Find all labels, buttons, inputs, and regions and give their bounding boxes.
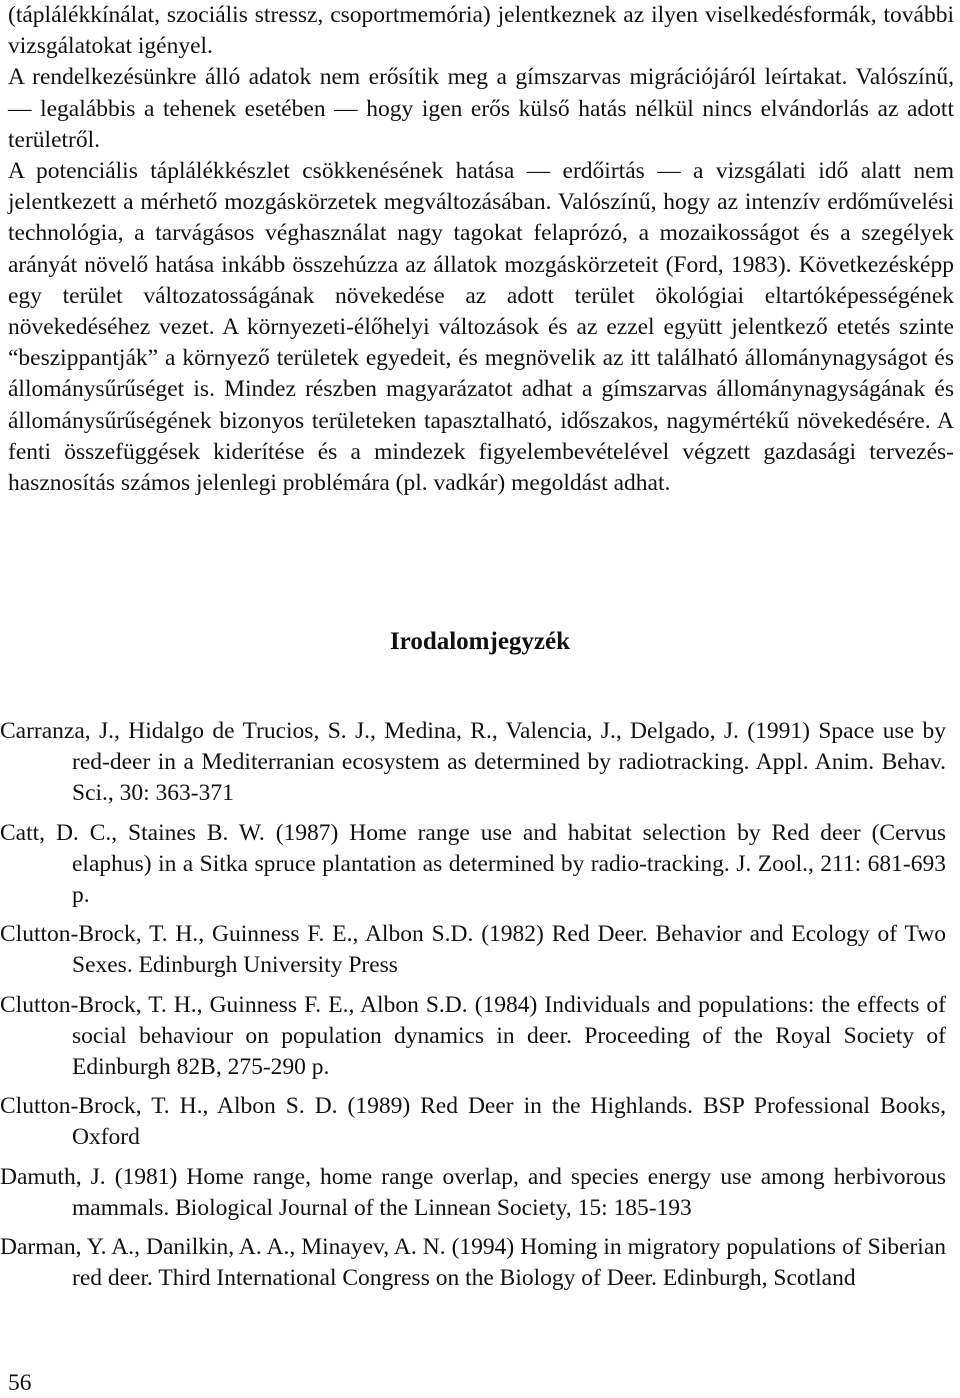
body-paragraph-2: A rendelkezésünkre álló adatok nem erősítik meg a gímszarvas migrációjáról leírtakat. Valószínű, — legalábbis a tehenek esetében — hogy igen erős külső hatás nélkül nincs elvándorlás az adott területről. — [8, 64, 954, 153]
reference-item: Carranza, J., Hidalgo de Trucios, S. J., Medina, R., Valencia, J., Delgado, J. (1991) Space use by red-deer in a Mediterranian ecosystem as determined by radiotracking. Appl. Anim. Behav. Sci., 30: 363-371 — [0, 718, 946, 807]
reference-item: Clutton-Brock, T. H., Guinness F. E., Albon S.D. (1982) Red Deer. Behavior and Ecology of Two Sexes. Edinburgh University Press — [0, 921, 946, 979]
reference-item: Clutton-Brock, T. H., Albon S. D. (1989) Red Deer in the Highlands. BSP Professional Books, Oxford — [0, 1093, 946, 1151]
reference-item: Darman, Y. A., Danilkin, A. A., Minayev, A. N. (1994) Homing in migratory populations of Siberian red deer. Third International Congress on the Biology of Deer. Edinburgh, Scotland — [0, 1234, 946, 1292]
body-paragraph-3: A potenciális táplálékkészlet csökkenésének hatása — erdőirtás — a vizsgálati idő alatt nem jelentkezett a mérhető mozgáskörzetek megváltozásában. Valószínű, hogy az intenzív erdőművelési technológia, a tarvágásos véghasználat nagy tagokat felaprózó, a mozaikosságot és a szegélyek arányát növelő hatása inkább összehúzza az állatok mozgáskörzeteit (Ford, 1983). Következésképp egy terület változatosságának növekedése az adott terület ökológiai eltartóképességének növekedéséhez vezet. A környezeti-élőhelyi változások és az ezzel együtt jelentkező etetés szinte “beszippantják” a környező területek egyedeit, és megnövelik az itt található állománynagyságot és állománysűrűséget is. Mindez részben magyarázatot adhat a gímszarvas állománynagyságának és állománysűrűségének bizonyos területeken tapasztalható, időszakos, nagymértékű növekedésére. A fenti összefüggések kiderítése és a mindezek figyelembevételével végzett gazdasági tervezés-hasznosítás számos jelenlegi problémára (pl. vadkár) megoldást adhat. — [8, 158, 954, 497]
references-heading: Irodalomjegyzék — [389, 628, 571, 655]
page-body — [8, 0, 954, 499]
body-paragraph-1: (táplálékkínálat, szociális stressz, csoportmemória) jelentkeznek az ilyen viselkedésformák, további vizsgálatokat igényel. — [8, 2, 954, 60]
reference-list — [0, 716, 946, 1302]
reference-item: Damuth, J. (1981) Home range, home range overlap, and species energy use among herbivorous mammals. Biological Journal of the Linnean Society, 15: 185-193 — [0, 1163, 946, 1221]
page-number: 56 — [8, 1370, 32, 1396]
reference-item: Clutton-Brock, T. H., Guinness F. E., Albon S.D. (1984) Individuals and populations: the effects of social behaviour on population dynamics in deer. Proceeding of the Royal Society of Edinburgh 82B, 275-290 p. — [0, 991, 946, 1081]
reference-item: Catt, D. C., Staines B. W. (1987) Home range use and habitat selection by Red deer (Cervus elaphus) in a Sitka spruce plantation as determined by radio-tracking. J. Zool., 211: 681-693 p. — [0, 819, 946, 909]
